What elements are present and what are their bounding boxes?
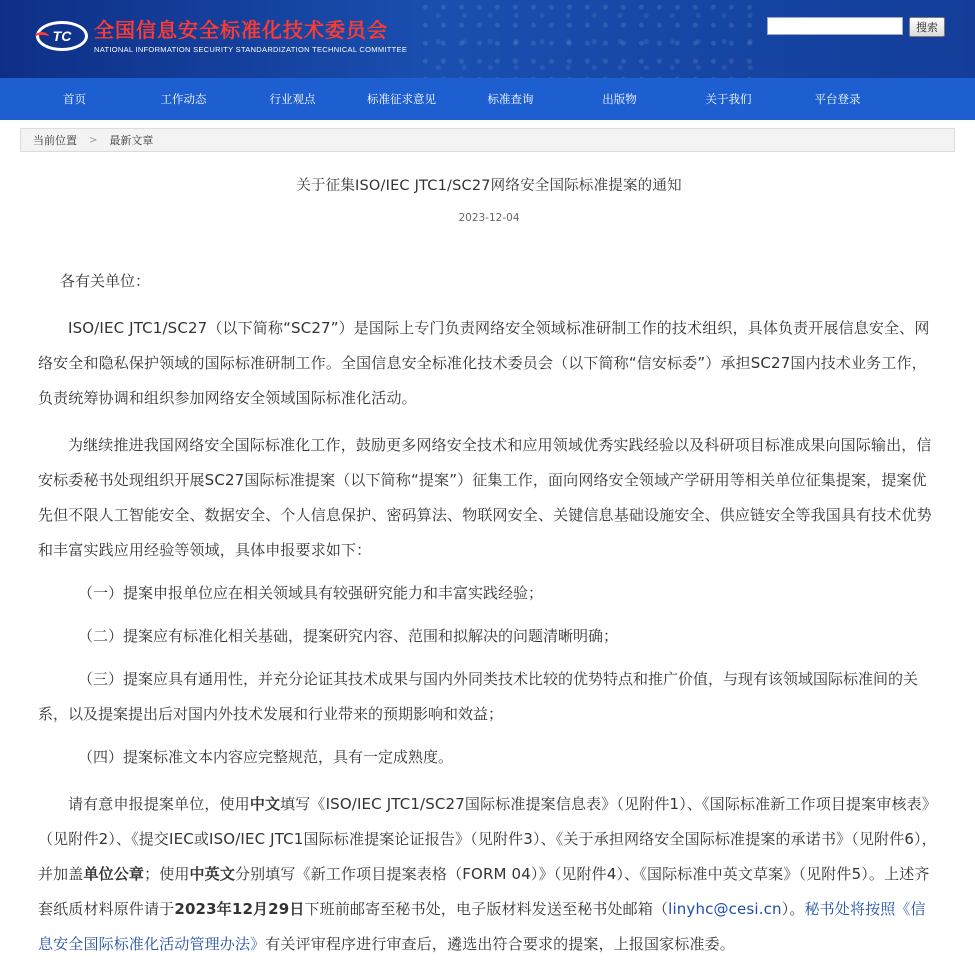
tc-logo-icon: TC — [36, 21, 88, 51]
emphasis-chinese: 中文 — [249, 795, 281, 813]
management-rules-link[interactable]: 秘书处将按照《信息安全国际标准化活动管理办法》 — [38, 900, 926, 953]
paragraph-intro: ISO/IEC JTC1/SC27（以下简称“SC27”）是国际上专门负责网络安全领域标准研制工作的技术组织，具体负责开展信息安全、网络安全和隐私保护领域的国际标准研制工作。全国信息安全标准化技术委员会（以下简称“信安标委”）承担SC27国内技术业务工作，负责统筹协调和组织参加网络安全领域国际标准化活动。 — [38, 319, 930, 407]
site-logo[interactable] — [36, 18, 407, 54]
paragraph-instructions: 请有意申报提案单位，使用中文填写《ISO/IEC JTC1/SC27国际标准提案信息表》（见附件1）、《国际标准新工作项目提案审核表》（见附件2）、《提交IEC或ISO/IEC JTC1国际标准提案论证报告》（见附件3）、《关于承担网络安全国际标准提案的承诺书》（见附件6），并加盖单位公章；使用中英文分别填写《新工作项目提案表格（FORM 04）》（见附件4）、《国际标准中英文草案》（见附件5）。上述齐套纸质材料原件请于2023年12月29日下班前邮寄至秘书处，电子版材料发送至秘书处邮箱（linyhc@cesi.cn）。秘书处将按照《信息安全国际标准化活动管理办法》有关评审程序进行审查后，遴选出符合要求的提案，上报国家标准委。 — [38, 795, 937, 953]
nav-item-about-us[interactable]: 关于我们 — [705, 92, 752, 106]
header-pattern — [420, 0, 760, 78]
nav-item-standard-query[interactable]: 标准查询 — [487, 92, 534, 106]
nav-item-home[interactable]: 首页 — [63, 92, 86, 106]
breadcrumb-current[interactable]: 最新文章 — [109, 134, 154, 147]
nav-item-work-news[interactable]: 工作动态 — [160, 92, 207, 106]
breadcrumb-label: 当前位置 — [33, 134, 77, 147]
breadcrumb-separator: > — [89, 134, 98, 146]
main-nav — [0, 78, 975, 120]
nav-item-industry-views[interactable]: 行业观点 — [269, 92, 316, 106]
nav-item-standard-comments[interactable]: 标准征求意见 — [367, 92, 436, 106]
emphasis-bilingual: 中英文 — [189, 865, 235, 883]
site-header — [0, 0, 975, 78]
article-body — [38, 264, 940, 962]
greeting: 各有关单位： — [60, 272, 151, 290]
search-bar — [767, 17, 945, 37]
requirement-item: （三）提案应具有通用性，并充分论证其技术成果与国内外同类技术比较的优势特点和推广价值，与现有该领域国际标准间的关系，以及提案提出后对国内外技术发展和行业带来的预期影响和效益； — [38, 670, 919, 723]
requirement-item: （二）提案应有标准化相关基础，提案研究内容、范围和拟解决的问题清晰明确； — [78, 627, 619, 645]
email-link[interactable]: linyhc@cesi.cn — [668, 900, 782, 918]
org-name-en: NATIONAL INFORMATION SECURITY STANDARDIZATION TECHNICAL COMMITTEE — [94, 45, 408, 54]
deadline-date: 2023年12月29日 — [174, 900, 305, 918]
nav-item-platform-login[interactable]: 平台登录 — [814, 92, 861, 106]
emphasis-seal: 单位公章 — [83, 865, 145, 883]
article-date: 2023-12-04 — [458, 212, 520, 224]
article — [0, 174, 975, 962]
search-button[interactable]: 搜索 — [909, 17, 945, 37]
requirement-item: （一）提案申报单位应在相关领域具有较强研究能力和丰富实践经验； — [78, 584, 544, 602]
breadcrumb — [20, 128, 955, 152]
requirement-item: （四）提案标准文本内容应完整规范，具有一定成熟度。 — [78, 748, 454, 766]
nav-item-publications[interactable]: 出版物 — [602, 92, 637, 106]
article-title: 关于征集ISO/IEC JTC1/SC27网络安全国际标准提案的通知 — [296, 178, 682, 194]
search-input[interactable] — [767, 17, 903, 35]
org-name-cn: 全国信息安全标准化技术委员会 — [94, 18, 388, 42]
paragraph-call: 为继续推进我国网络安全国际标准化工作，鼓励更多网络安全技术和应用领域优秀实践经验以及科研项目标准成果向国际输出，信安标委秘书处现组织开展SC27国际标准提案（以下简称“提案”）征集工作，面向网络安全领域产学研用等相关单位征集提案，提案优先但不限人工智能安全、数据安全、个人信息保护、密码算法、物联网安全、关键信息基础设施安全、供应链安全等我国具有技术优势和丰富实践应用经验等领域，具体申报要求如下： — [38, 436, 932, 559]
